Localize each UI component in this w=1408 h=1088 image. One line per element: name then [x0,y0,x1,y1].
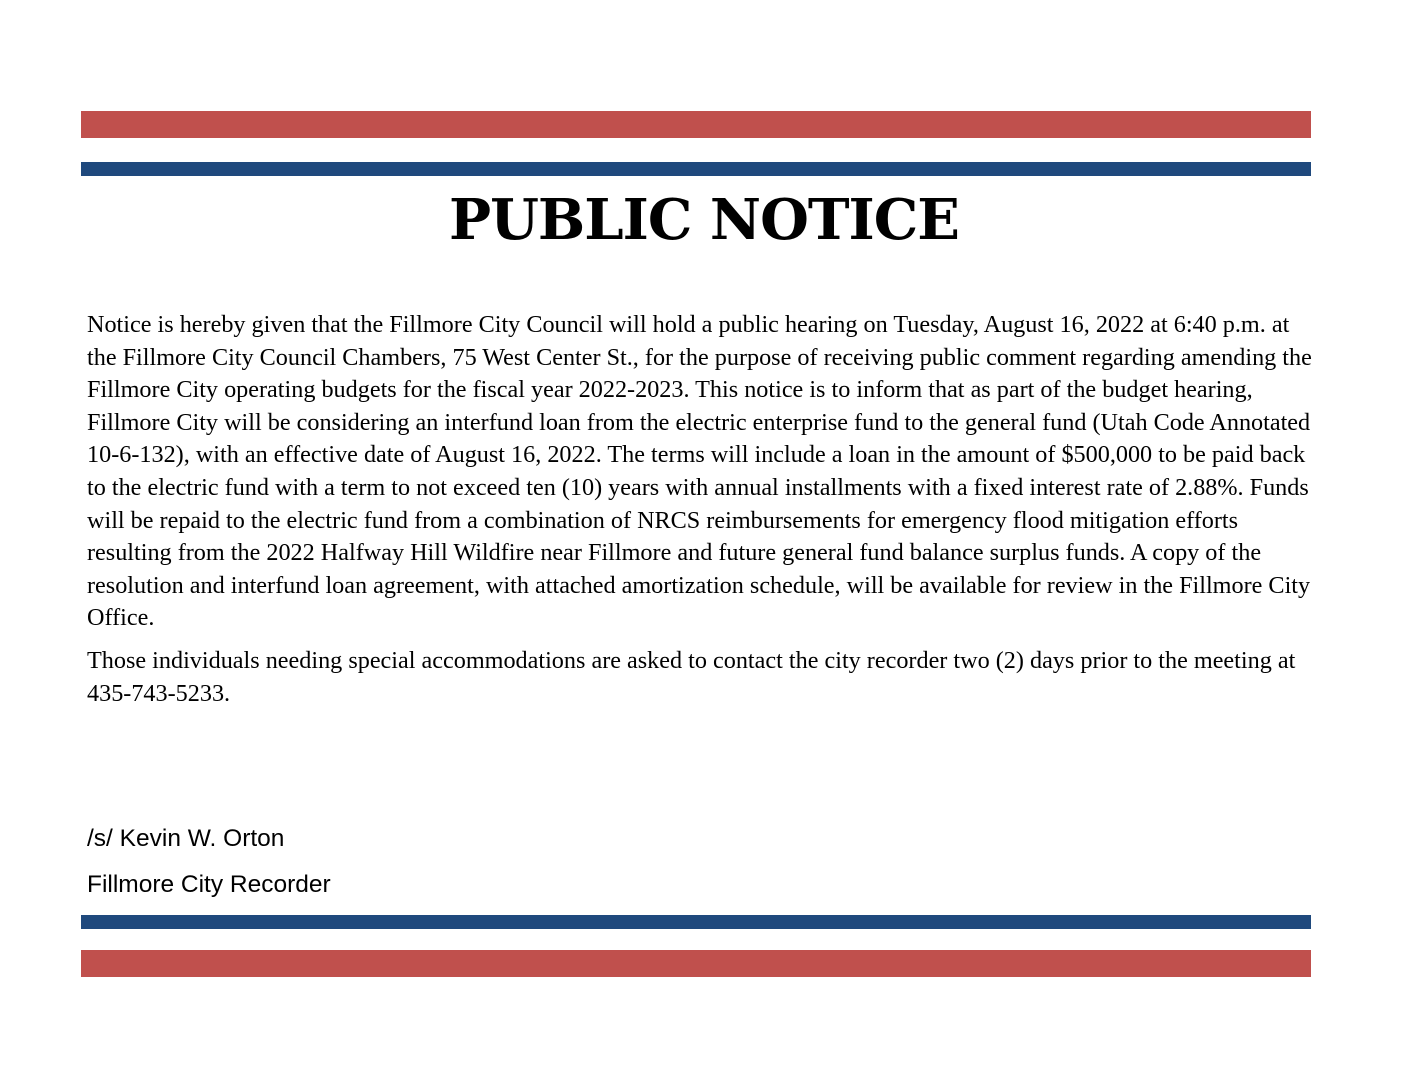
top-blue-stripe [81,162,1311,176]
bottom-blue-stripe [81,915,1311,929]
notice-paragraph-accommodations: Those individuals needing special accommodations are asked to contact the city recorder two (2) days prior to the meeting at 435-743-5233. [87,646,1296,707]
signature-block [87,816,331,908]
signature-role: Fillmore City Recorder [87,871,331,898]
signature-name: /s/ Kevin W. Orton [87,825,285,852]
notice-title: PUBLIC NOTICE [448,187,959,253]
bottom-red-stripe [81,950,1311,977]
top-red-stripe [81,111,1311,138]
notice-paragraph-main: Notice is hereby given that the Fillmore City Council will hold a public hearing on Tuesday, August 16, 2022 at 6:40 p.m. at the Fillmore City Council Chambers, 75 West Center St., for the purpose of receiving public comment regarding amending the Fillmore City operating budgets for the fiscal year 2022-2023. This notice is to inform that as part of the budget hearing, Fillmore City will be considering an interfund loan from the electric enterprise fund to the general fund (Utah Code Annotated 10-6-132), with an effective date of August 16, 2022. The terms will include a loan in the amount of $500,000 to be paid back to the electric fund with a term to not exceed ten (10) years with annual installments with a fixed interest rate of 2.88%. Funds will be repaid to the electric fund from a combination of NRCS reimbursements for emergency flood mitigation efforts resulting from the 2022 Halfway Hill Wildfire near Fillmore and future general fund balance surplus funds. A copy of the resolution and interfund loan agreement, with attached amortization schedule, will be available for review in the Fillmore City Office. [87,311,1312,632]
notice-body [87,309,1317,710]
